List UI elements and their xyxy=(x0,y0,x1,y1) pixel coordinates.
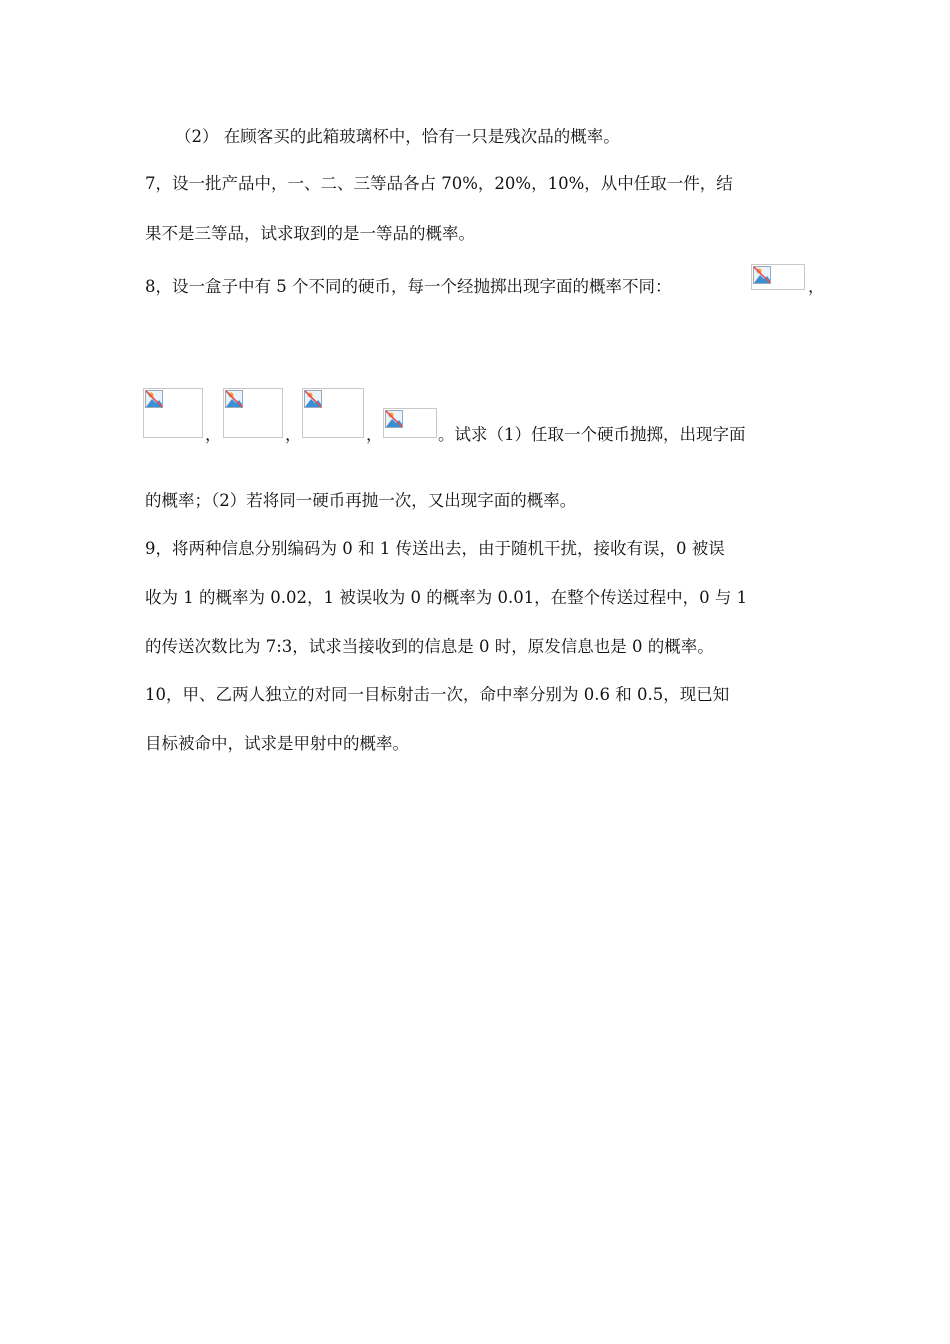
separator-comma-1: ， xyxy=(808,277,825,296)
formula-image-p1 xyxy=(751,264,805,290)
formula-image-p2 xyxy=(143,388,203,438)
paragraph-6-2: （2） 在顾客买的此箱玻璃杯中，恰有一只是残次品的概率。 xyxy=(175,127,620,146)
formula-image-p4 xyxy=(302,388,364,438)
broken-image-icon xyxy=(753,266,771,284)
question-7-line-2: 果不是三等品，试求取到的是一等品的概率。 xyxy=(145,224,475,243)
broken-image-icon xyxy=(385,410,403,428)
question-10-line-1: 10，甲、乙两人独立的对同一目标射击一次，命中率分别为 0.6 和 0.5，现已知 xyxy=(145,685,730,704)
question-8-line-3: 的概率；（2）若将同一硬币再抛一次，又出现字面的概率。 xyxy=(145,491,577,510)
broken-image-icon xyxy=(304,390,322,408)
question-7-line-1: 7，设一批产品中，一、二、三等品各占 70%，20%，10%，从中任取一件，结 xyxy=(145,174,733,193)
question-8-line-1: 8，设一盒子中有 5 个不同的硬币，每一个经抛掷出现字面的概率不同： xyxy=(145,277,672,296)
formula-image-p5 xyxy=(383,408,437,438)
question-10-line-2: 目标被命中，试求是甲射中的概率。 xyxy=(145,734,409,753)
separator-comma-3: ， xyxy=(285,425,302,444)
separator-comma-2: ， xyxy=(205,425,222,444)
question-8-line-2: 。试求（1）任取一个硬币抛掷，出现字面 xyxy=(438,425,746,444)
broken-image-icon xyxy=(225,390,243,408)
question-9-line-2: 收为 1 的概率为 0.02，1 被误收为 0 的概率为 0.01，在整个传送过程中，0 与 1 xyxy=(145,588,748,607)
formula-image-p3 xyxy=(223,388,283,438)
question-9-line-3: 的传送次数比为 7:3，试求当接收到的信息是 0 时，原发信息也是 0 的概率。 xyxy=(145,637,714,656)
separator-comma-4: ， xyxy=(366,425,383,444)
question-9-line-1: 9，将两种信息分别编码为 0 和 1 传送出去，由于随机干扰，接收有误，0 被误 xyxy=(145,539,725,558)
broken-image-icon xyxy=(145,390,163,408)
